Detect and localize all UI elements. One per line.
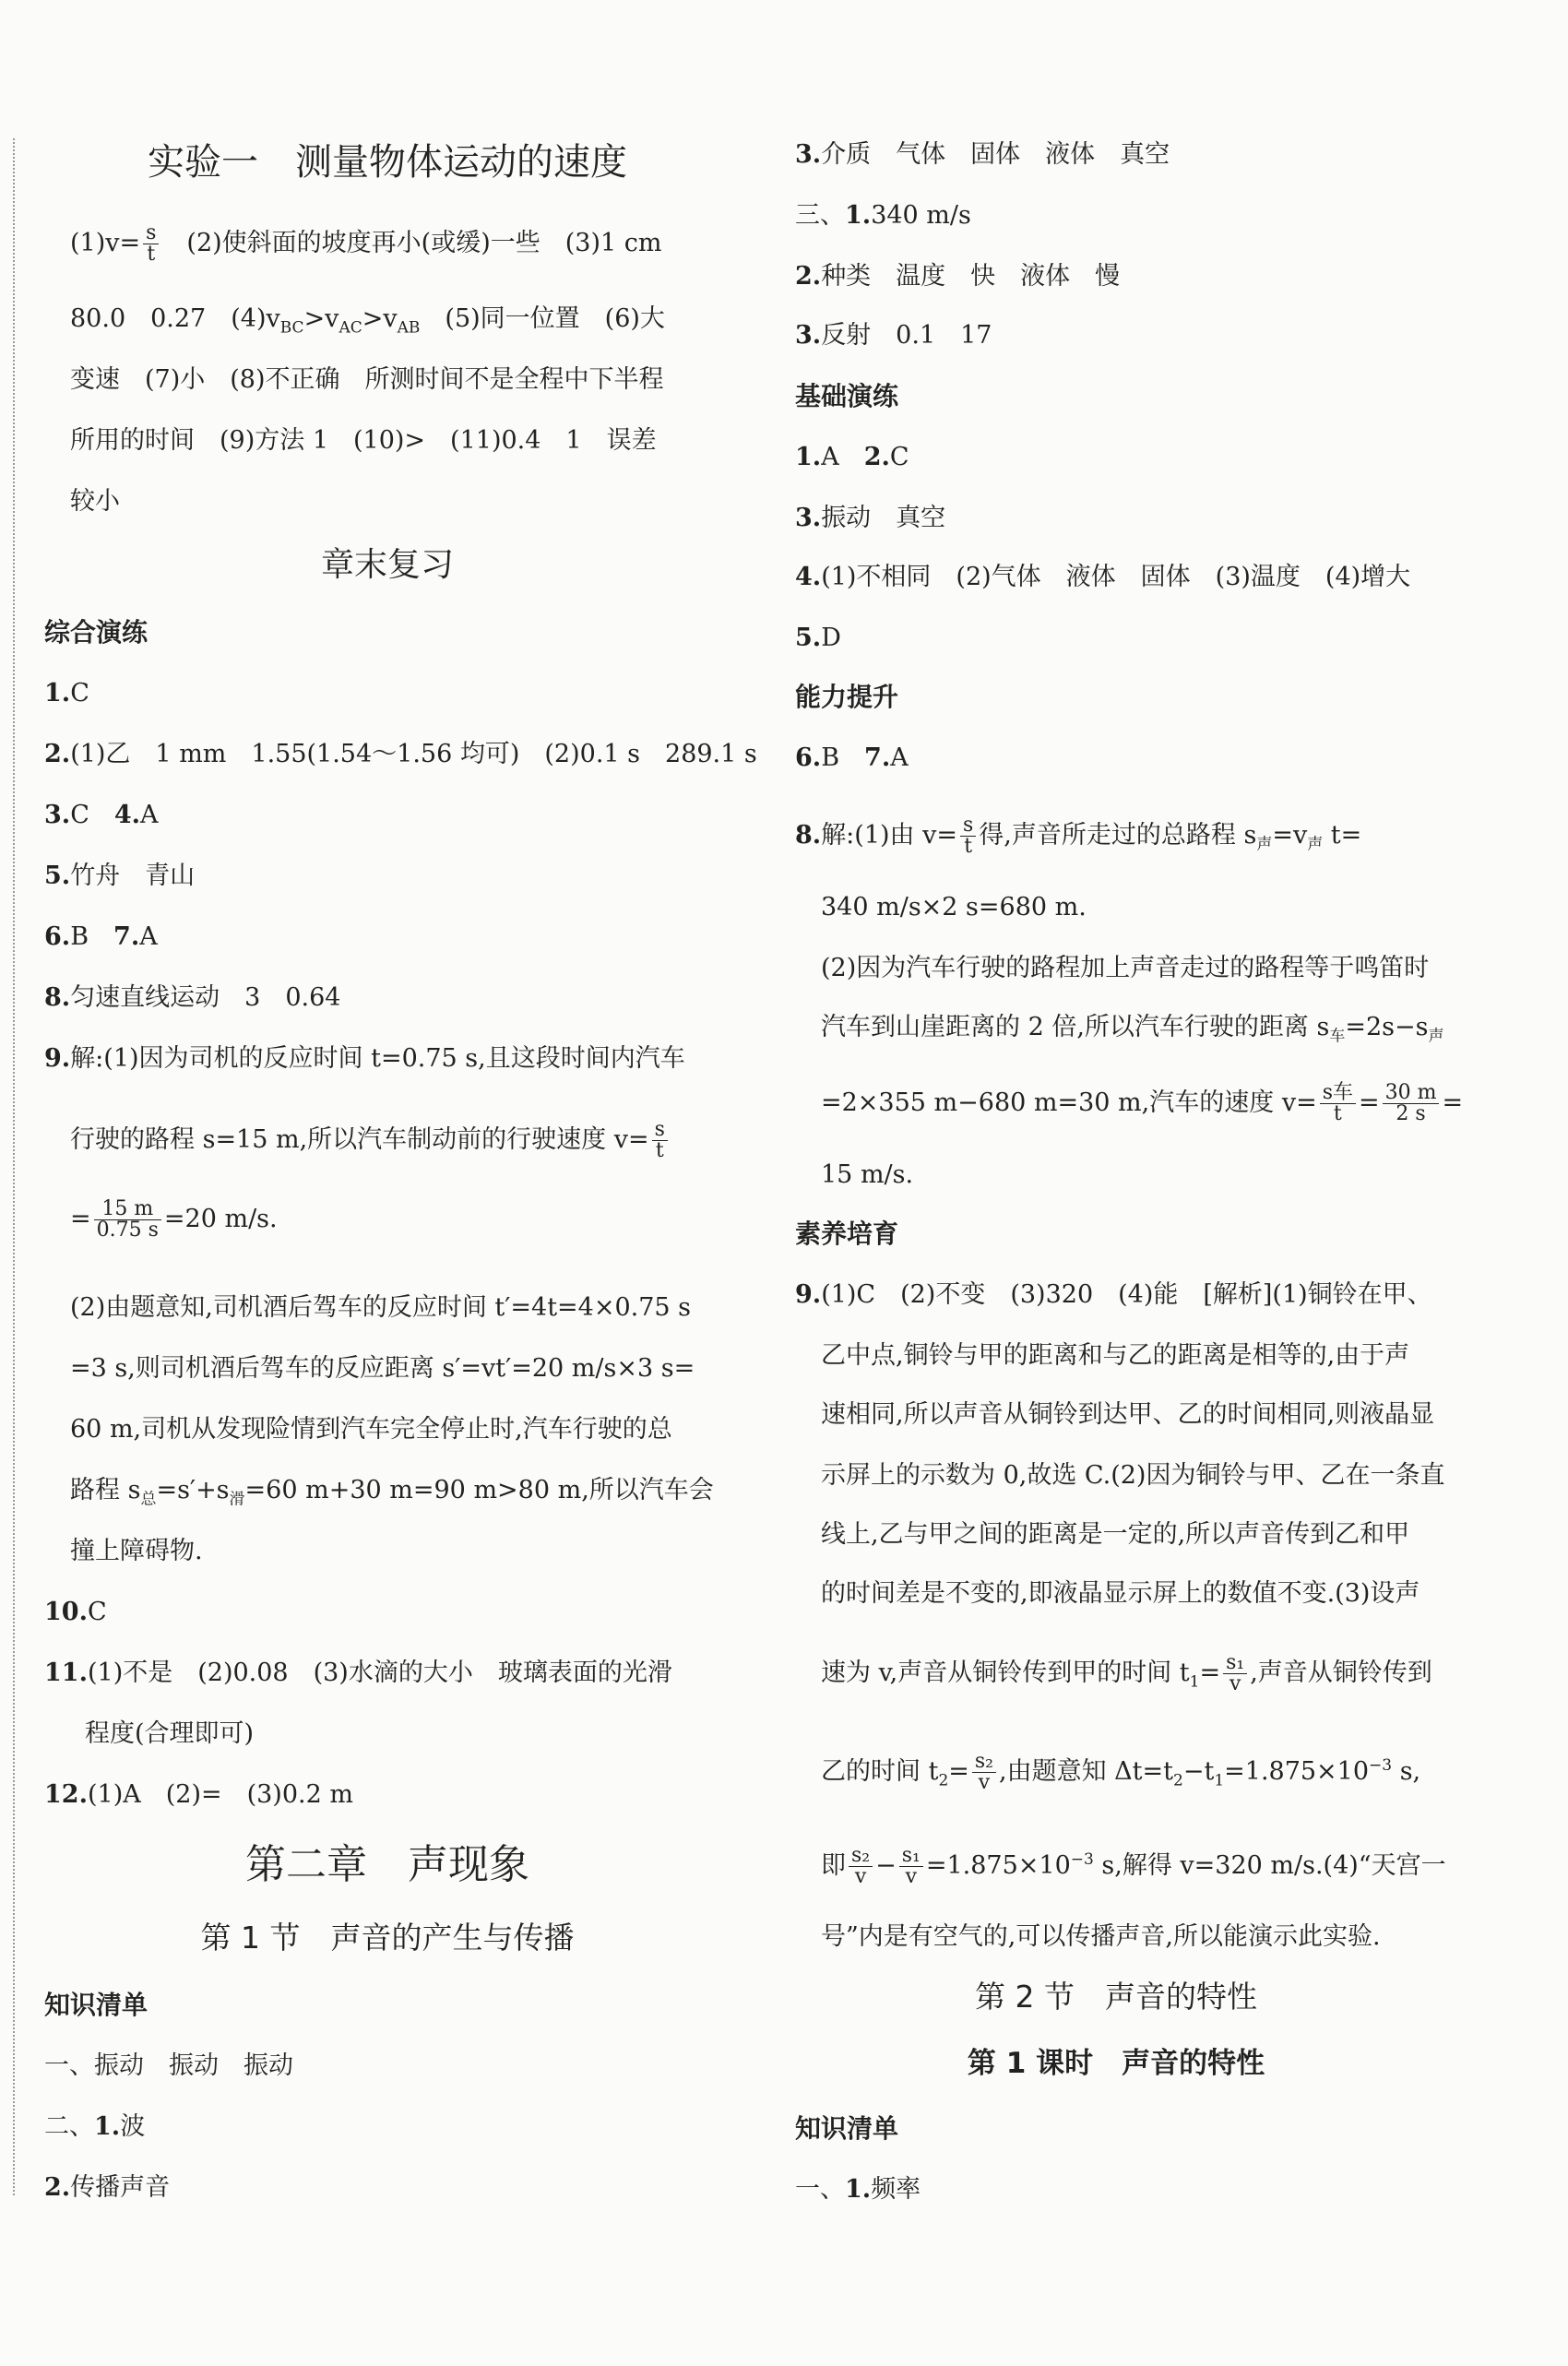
text: =2×355 m−680 m=30 m,汽车的速度 v=: [821, 1088, 1317, 1117]
answer-9-line-1: [44, 1040, 685, 1077]
num: 2.: [44, 2173, 71, 2202]
exp-line-3: 变速 (7)小 (8)不正确 所测时间不是全程中下半程: [70, 365, 664, 394]
numerator: 15 m: [94, 1199, 161, 1220]
fraction-s1-over-v: [899, 1846, 923, 1887]
numerator: s车: [1320, 1083, 1356, 1104]
subscript: 滑: [229, 1490, 245, 1509]
text: ,声音从铜铃传到: [1250, 1659, 1432, 1687]
answer-8: [44, 980, 340, 1017]
text: (2)使斜面的坡度再小(或缓)一些 (3)1 cm: [161, 229, 662, 257]
section-2-title: 第 2 节 声音的特性: [975, 1979, 1257, 2015]
text: (1)不是 (2)0.08 (3)水滴的大小 玻璃表面的光滑: [87, 1659, 672, 1687]
fraction-scar-over-t: [1320, 1083, 1356, 1124]
section-zonghe: 综合演练: [44, 617, 148, 648]
num: 1.: [845, 201, 872, 230]
text: C: [87, 1598, 107, 1626]
num: 2.: [795, 262, 822, 291]
c-answer-6-7: [795, 740, 909, 777]
num: 12.: [44, 1780, 88, 1809]
d-answer-9-line-5: 线上,乙与甲之间的距离是一定的,所以声音传到乙和甲: [821, 1520, 1410, 1549]
fraction-15m-over-075s: [94, 1199, 161, 1241]
text: 频率: [871, 2175, 921, 2204]
text: =2s−s: [1345, 1013, 1429, 1041]
num: 6.: [795, 743, 822, 772]
text: 行驶的路程 s=15 m,所以汽车制动前的行驶速度 v=: [70, 1125, 649, 1154]
text: >v: [362, 304, 398, 333]
text: s,: [1392, 1757, 1421, 1786]
subscript: 总: [140, 1490, 157, 1509]
text: 介质 气体 固体 液体 真空: [821, 140, 1170, 169]
exp-line-1: [70, 223, 661, 265]
answer-11-line-1: [44, 1655, 672, 1692]
c-answer-8-line-2: 340 m/s×2 s=680 m.: [821, 893, 1087, 921]
r-answer-san-3: [795, 317, 992, 354]
text: −: [875, 1851, 897, 1880]
denominator: v: [905, 1865, 917, 1888]
num: 6.: [44, 922, 71, 951]
text: A: [139, 922, 158, 951]
section-zhishi: 知识清单: [44, 1990, 148, 2020]
d-answer-9-line-2: 乙中点,铜铃与甲的距离和与乙的距离是相等的,由于声: [821, 1341, 1410, 1370]
text: A: [140, 801, 159, 829]
denominator: v: [978, 1771, 991, 1794]
text: 340 m/s: [871, 201, 971, 230]
text: =: [1199, 1659, 1221, 1687]
num: 3.: [795, 321, 822, 350]
numerator: s₁: [1223, 1653, 1247, 1674]
num: 4.: [113, 801, 141, 829]
text: 传播声音: [70, 2173, 171, 2202]
d-answer-9-line-7: [821, 1653, 1432, 1700]
text: 解:(1)因为司机的反应时间 t=0.75 s,且这段时间内汽车: [70, 1044, 685, 1073]
answer-9-line-6: 60 m,司机从发现险情到汽车完全停止时,汽车行驶的总: [70, 1415, 672, 1444]
b-answer-3: [795, 500, 945, 537]
fraction-s2-over-v: [849, 1846, 873, 1887]
d-answer-9-line-10: 号”内是有空气的,可以传播声音,所以能演示此实验.: [821, 1922, 1381, 1951]
text: 振动 真空: [821, 504, 946, 532]
c-answer-8-line-5: [821, 1083, 1463, 1124]
section-suyang: 素养培育: [795, 1219, 899, 1249]
num: 1.: [94, 2112, 121, 2141]
text: 汽车到山崖距离的 2 倍,所以汽车行驶的距离 s: [821, 1013, 1330, 1041]
subscript: BC: [279, 318, 304, 338]
d-answer-9-line-6: 的时间差是不变的,即液晶显示屏上的数值不变.(3)设声: [821, 1579, 1420, 1608]
d-answer-9-line-8: [821, 1747, 1420, 1799]
numerator: s: [143, 223, 159, 244]
denominator: t: [1333, 1102, 1342, 1125]
text: 三、: [795, 201, 845, 230]
num: 5.: [44, 862, 71, 890]
denominator: v: [854, 1865, 867, 1888]
c-answer-8-line-6: 15 m/s.: [821, 1160, 914, 1189]
knowledge-1: 一、振动 振动 振动: [44, 2051, 293, 2080]
numerator: s: [960, 815, 976, 837]
text: 路程 s: [70, 1476, 141, 1504]
num: 7.: [864, 743, 891, 772]
text: 波: [120, 2112, 146, 2141]
c-answer-8-line-3: (2)因为汽车行驶的路程加上声音走过的路程等于鸣笛时: [821, 954, 1430, 982]
subscript: 声: [1428, 1027, 1444, 1046]
num: 9.: [44, 1044, 71, 1073]
denominator: t: [964, 835, 973, 858]
text: (5)同一位置 (6)大: [420, 304, 665, 333]
text: >v: [303, 304, 339, 333]
fraction-s-over-t: [143, 223, 159, 265]
answer-9-line-5: =3 s,则司机酒后驾车的反应距离 s′=vt′=20 m/s×3 s=: [70, 1354, 695, 1383]
text: =: [70, 1205, 91, 1233]
d-answer-9-line-1: [795, 1277, 1432, 1314]
fraction-s1-over-v: [1223, 1653, 1247, 1694]
d-answer-9-line-3: 速相同,所以声音从铜铃到达甲、乙的时间相同,则液晶显: [821, 1400, 1435, 1429]
text: 反射 0.1 17: [821, 321, 992, 350]
text: =1.875×10: [925, 1851, 1071, 1880]
fraction-s2-over-v: [972, 1752, 996, 1793]
numerator: s₂: [972, 1752, 996, 1773]
text: =: [1442, 1088, 1464, 1117]
num: 10.: [44, 1598, 88, 1626]
answer-9-line-8: 撞上障碍物.: [70, 1537, 203, 1565]
b-answer-4: [795, 559, 1410, 596]
section-nengli: 能力提升: [795, 682, 899, 712]
text: =: [948, 1757, 969, 1786]
denominator: v: [1229, 1672, 1241, 1695]
num: 8.: [44, 983, 71, 1012]
answer-9-line-3: [70, 1199, 278, 1241]
answer-9-line-7: [70, 1472, 714, 1517]
numerator: 30 m: [1383, 1083, 1440, 1104]
equals: =: [1359, 1088, 1380, 1117]
text: =s′+s: [156, 1476, 230, 1504]
subscript: 2: [1173, 1771, 1183, 1790]
numerator: s₁: [899, 1846, 923, 1867]
answer-1: [44, 675, 89, 712]
subscript: AC: [339, 318, 362, 338]
text: C: [70, 801, 114, 829]
text: 解:(1)由 v=: [821, 821, 957, 850]
num: 11.: [44, 1659, 88, 1687]
denominator: 2 s: [1396, 1102, 1426, 1125]
num: 1.: [845, 2175, 872, 2204]
num: 2.: [44, 740, 71, 768]
text: s,解得 v=320 m/s.(4)“天宫一: [1093, 1851, 1446, 1880]
denominator: 0.75 s: [96, 1219, 159, 1242]
text: 乙的时间 t: [821, 1757, 939, 1786]
text: t=: [1323, 821, 1362, 850]
subscript: 2: [938, 1771, 949, 1790]
fraction-30m-over-2s: [1383, 1083, 1440, 1124]
text: 种类 温度 快 液体 慢: [821, 262, 1121, 291]
answer-10: [44, 1594, 107, 1631]
text: (1)A (2)= (3)0.2 m: [87, 1780, 353, 1809]
text: =v: [1272, 821, 1308, 850]
num: 8.: [795, 821, 822, 850]
text: 竹舟 青山: [70, 862, 196, 890]
num: 3.: [795, 504, 822, 532]
text: 一、: [795, 2175, 845, 2204]
answer-11-line-2: 程度(合理即可): [85, 1719, 255, 1748]
subscript: 声: [1256, 835, 1273, 854]
b-answer-5: [795, 620, 841, 657]
d-answer-9-line-9: [821, 1841, 1446, 1887]
lesson-1-title: 第 1 课时 声音的特性: [967, 2047, 1265, 2080]
num: 7.: [113, 922, 140, 951]
text: 80.0 0.27 (4)v: [70, 304, 280, 333]
text: D: [821, 624, 841, 652]
text: A: [890, 743, 909, 772]
answer-3-4: [44, 797, 159, 834]
c-answer-8-line-4: [821, 1009, 1444, 1054]
num: 3.: [44, 801, 71, 829]
num: 2.: [863, 443, 890, 471]
answer-12: [44, 1777, 353, 1813]
denominator: t: [147, 243, 156, 266]
exp-line-4: 所用的时间 (9)方法 1 (10)> (11)0.4 1 误差: [70, 426, 657, 455]
section-zhishi-2: 知识清单: [795, 2113, 899, 2144]
num: 1.: [44, 679, 71, 707]
num: 9.: [795, 1280, 822, 1309]
numerator: s₂: [849, 1846, 873, 1867]
answer-9-line-2: [70, 1120, 671, 1161]
e-answer-1: [795, 2171, 921, 2208]
text: =1.875×10: [1224, 1757, 1370, 1786]
subscript: 1: [1189, 1672, 1200, 1692]
subscript: 声: [1307, 835, 1324, 854]
num: 1.: [795, 443, 822, 471]
numerator: s: [652, 1120, 668, 1141]
subscript: AB: [397, 318, 421, 338]
experiment-title: 实验一 测量物体运动的速度: [148, 141, 627, 184]
b-answer-1-2: [795, 439, 909, 476]
margin-rule: [13, 138, 15, 2195]
denominator: t: [655, 1139, 664, 1162]
knowledge-2: [44, 2109, 145, 2146]
num: 5.: [795, 624, 822, 652]
knowledge-3: [44, 2170, 170, 2206]
c-answer-8-line-1: [795, 815, 1361, 862]
chapter-title: 第二章 声现象: [245, 1841, 529, 1888]
text: =60 m+30 m=90 m>80 m,所以汽车会: [244, 1476, 714, 1504]
text: B: [70, 922, 114, 951]
answer-5: [44, 858, 195, 895]
superscript: −3: [1070, 1850, 1094, 1869]
text: ,由题意知 Δt=t: [999, 1757, 1173, 1786]
section-1-title: 第 1 节 声音的产生与传播: [200, 1920, 575, 1956]
answer-6-7: [44, 919, 158, 956]
d-answer-9-line-4: 示屏上的示数为 0,故选 C.(2)因为铜铃与甲、乙在一条直: [821, 1461, 1445, 1490]
text: 得,声音所走过的总路程 s: [979, 821, 1257, 850]
answer-9-line-4: (2)由题意知,司机酒后驾车的反应时间 t′=4t=4×0.75 s: [70, 1293, 692, 1322]
num: 4.: [795, 563, 822, 591]
r-answer-san-2: [795, 258, 1120, 295]
superscript: −3: [1369, 1756, 1393, 1775]
text: =20 m/s.: [163, 1205, 278, 1233]
fraction-s-over-t: [960, 815, 976, 857]
text: 即: [821, 1851, 846, 1880]
review-title: 章末复习: [320, 546, 454, 584]
text: C: [889, 443, 909, 471]
section-jichu: 基础演练: [795, 381, 899, 411]
num: 3.: [795, 140, 822, 169]
text: (1)乙 1 mm 1.55(1.54～1.56 均可) (2)0.1 s 289.1 s: [70, 740, 757, 768]
text: 二、: [44, 2112, 94, 2141]
text: (1)不相同 (2)气体 液体 固体 (3)温度 (4)增大: [821, 563, 1411, 591]
text: C: [70, 679, 89, 707]
text: A: [821, 443, 864, 471]
answer-2: [44, 736, 757, 773]
text: −t: [1182, 1757, 1215, 1786]
text: (1)C (2)不变 (3)320 (4)能 [解析](1)铜铃在甲、: [821, 1280, 1432, 1309]
text: B: [821, 743, 865, 772]
text: 速为 v,声音从铜铃传到甲的时间 t: [821, 1659, 1190, 1687]
subscript: 1: [1214, 1771, 1225, 1790]
exp-line-5: 较小: [70, 487, 120, 516]
text: (1)v=: [70, 229, 141, 257]
r-answer-san-1: [795, 197, 971, 234]
r-answer-3: [795, 137, 1170, 173]
fraction-s-over-t: [652, 1120, 668, 1161]
subscript: 车: [1329, 1027, 1346, 1046]
exp-line-2: [70, 301, 665, 346]
text: 匀速直线运动 3 0.64: [70, 983, 341, 1012]
